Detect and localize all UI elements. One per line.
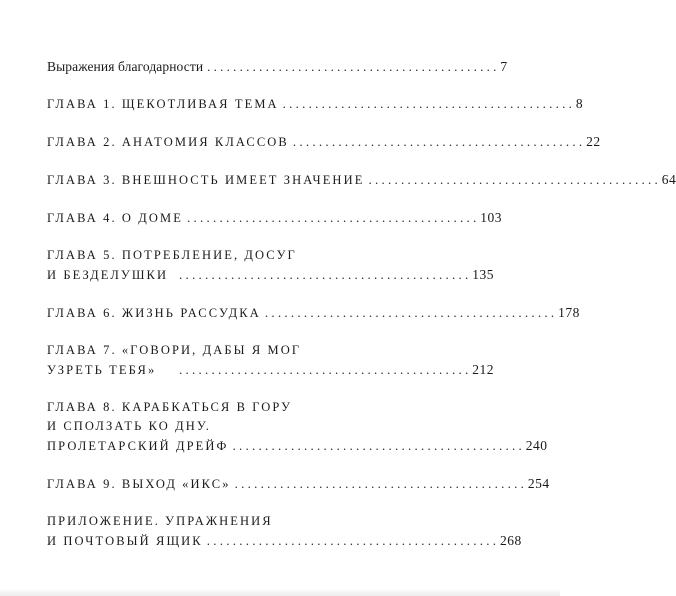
- toc-entry-line: [47, 436, 548, 456]
- dot-leader: . . . . . . . . . . . . . . . . . . . . . . . . . . . . . . . . . . . . . . . . . . . . .: [179, 362, 469, 377]
- toc-entry-title: ГЛАВА 1. ЩЕКОТЛИВАЯ ТЕМА: [47, 97, 279, 111]
- dot-leader: . . . . . . . . . . . . . . . . . . . . . . . . . . . . . . . . . . . . . . . . . . . . .: [234, 476, 524, 491]
- toc-entry-line: [47, 94, 584, 114]
- toc-entry-title: И СПОЛЗАТЬ КО ДНУ.: [47, 419, 211, 433]
- toc-page-number: 268: [499, 533, 522, 548]
- dot-leader: . . . . . . . . . . . . . . . . . . . . . . . . . . . . . . . . . . . . . . . . . . . . .: [206, 533, 496, 548]
- toc-entry-line: [47, 57, 508, 76]
- toc-entry[interactable]: [47, 208, 502, 228]
- toc-entry-line: [47, 265, 494, 285]
- toc-entry-line: [47, 246, 494, 265]
- toc-entry-line: [47, 398, 494, 417]
- toc-entry-title: ГЛАВА 4. О ДОМЕ: [47, 211, 183, 225]
- toc-page-number: 64: [661, 172, 676, 187]
- toc-entry[interactable]: [47, 94, 584, 114]
- toc-entry[interactable]: [47, 341, 494, 380]
- dot-leader: . . . . . . . . . . . . . . . . . . . . . . . . . . . . . . . . . . . . . . . . . . . . .: [207, 59, 497, 74]
- toc-entry-title: И БЕЗДЕЛУШКИ: [47, 268, 169, 282]
- toc-entry-line: [47, 132, 601, 152]
- toc-page-number: 254: [527, 476, 550, 491]
- toc-page-number: 135: [472, 267, 494, 282]
- toc-page-number: 178: [558, 305, 580, 320]
- dot-leader: . . . . . . . . . . . . . . . . . . . . . . . . . . . . . . . . . . . . . . . . . . . . .: [368, 172, 658, 187]
- toc-page-number: 7: [500, 59, 508, 74]
- dot-leader: . . . . . . . . . . . . . . . . . . . . . . . . . . . . . . . . . . . . . . . . . . . . .: [292, 134, 583, 149]
- toc-page-number: 8: [575, 96, 584, 111]
- toc-entry[interactable]: [47, 512, 522, 551]
- dot-leader: . . . . . . . . . . . . . . . . . . . . . . . . . . . . . . . . . . . . . . . . . . . . .: [282, 96, 572, 111]
- toc-entry-line: [47, 170, 676, 190]
- toc-entry-title: ГЛАВА 2. АНАТОМИЯ КЛАССОВ: [47, 135, 289, 149]
- dot-leader: . . . . . . . . . . . . . . . . . . . . . . . . . . . . . . . . . . . . . . . . . . . . .: [186, 210, 477, 225]
- toc-entry[interactable]: [47, 474, 550, 494]
- dot-leader: . . . . . . . . . . . . . . . . . . . . . . . . . . . . . . . . . . . . . . . . . . . . .: [179, 267, 469, 282]
- toc-entry-title: ГЛАВА 8. КАРАБКАТЬСЯ В ГОРУ: [47, 400, 293, 414]
- toc-entry[interactable]: [47, 398, 548, 456]
- toc-entry-line: [47, 531, 522, 551]
- dot-leader: . . . . . . . . . . . . . . . . . . . . . . . . . . . . . . . . . . . . . . . . . . . . .: [232, 438, 522, 453]
- toc-entry[interactable]: [47, 170, 676, 190]
- toc-entry-title: ПРИЛОЖЕНИЕ. УПРАЖНЕНИЯ: [47, 514, 273, 528]
- toc-entry-line: [47, 360, 494, 380]
- toc-entry-line: [47, 417, 494, 436]
- toc-entry-title: УЗРЕТЬ ТЕБЯ»: [47, 363, 157, 377]
- toc-entry-line: [47, 474, 550, 494]
- toc-page-number: 240: [525, 438, 548, 453]
- table-of-contents: [47, 57, 676, 551]
- toc-entry-title: И ПОЧТОВЫЙ ЯЩИК: [47, 534, 203, 548]
- toc-page-number: 103: [480, 210, 502, 225]
- toc-entry[interactable]: [47, 246, 494, 285]
- toc-entry-title: ГЛАВА 9. ВЫХОД «ИКС»: [47, 477, 231, 491]
- page-bottom-edge: [0, 590, 560, 596]
- toc-page-number: 212: [472, 362, 494, 377]
- toc-entry-title: Выражения благодарности: [47, 59, 204, 74]
- toc-entry-title: ГЛАВА 3. ВНЕШНОСТЬ ИМЕЕТ ЗНАЧЕНИЕ: [47, 173, 365, 187]
- toc-page-number: 22: [586, 134, 601, 149]
- dot-leader: . . . . . . . . . . . . . . . . . . . . . . . . . . . . . . . . . . . . . . . . . . . . .: [264, 305, 555, 320]
- toc-entry-title: ГЛАВА 7. «ГОВОРИ, ДАБЫ Я МОГ: [47, 343, 302, 357]
- toc-entry-line: [47, 303, 580, 323]
- toc-entry-title: ГЛАВА 5. ПОТРЕБЛЕНИЕ, ДОСУГ: [47, 248, 297, 262]
- toc-entry-line: [47, 208, 502, 228]
- toc-entry[interactable]: [47, 132, 601, 152]
- toc-entry-title: ПРОЛЕТАРСКИЙ ДРЕЙФ: [47, 439, 229, 453]
- toc-entry-title: ГЛАВА 6. ЖИЗНЬ РАССУДКА: [47, 306, 261, 320]
- toc-entry[interactable]: [47, 303, 580, 323]
- toc-entry-line: [47, 512, 494, 531]
- toc-entry[interactable]: [47, 57, 508, 76]
- toc-entry-line: [47, 341, 494, 360]
